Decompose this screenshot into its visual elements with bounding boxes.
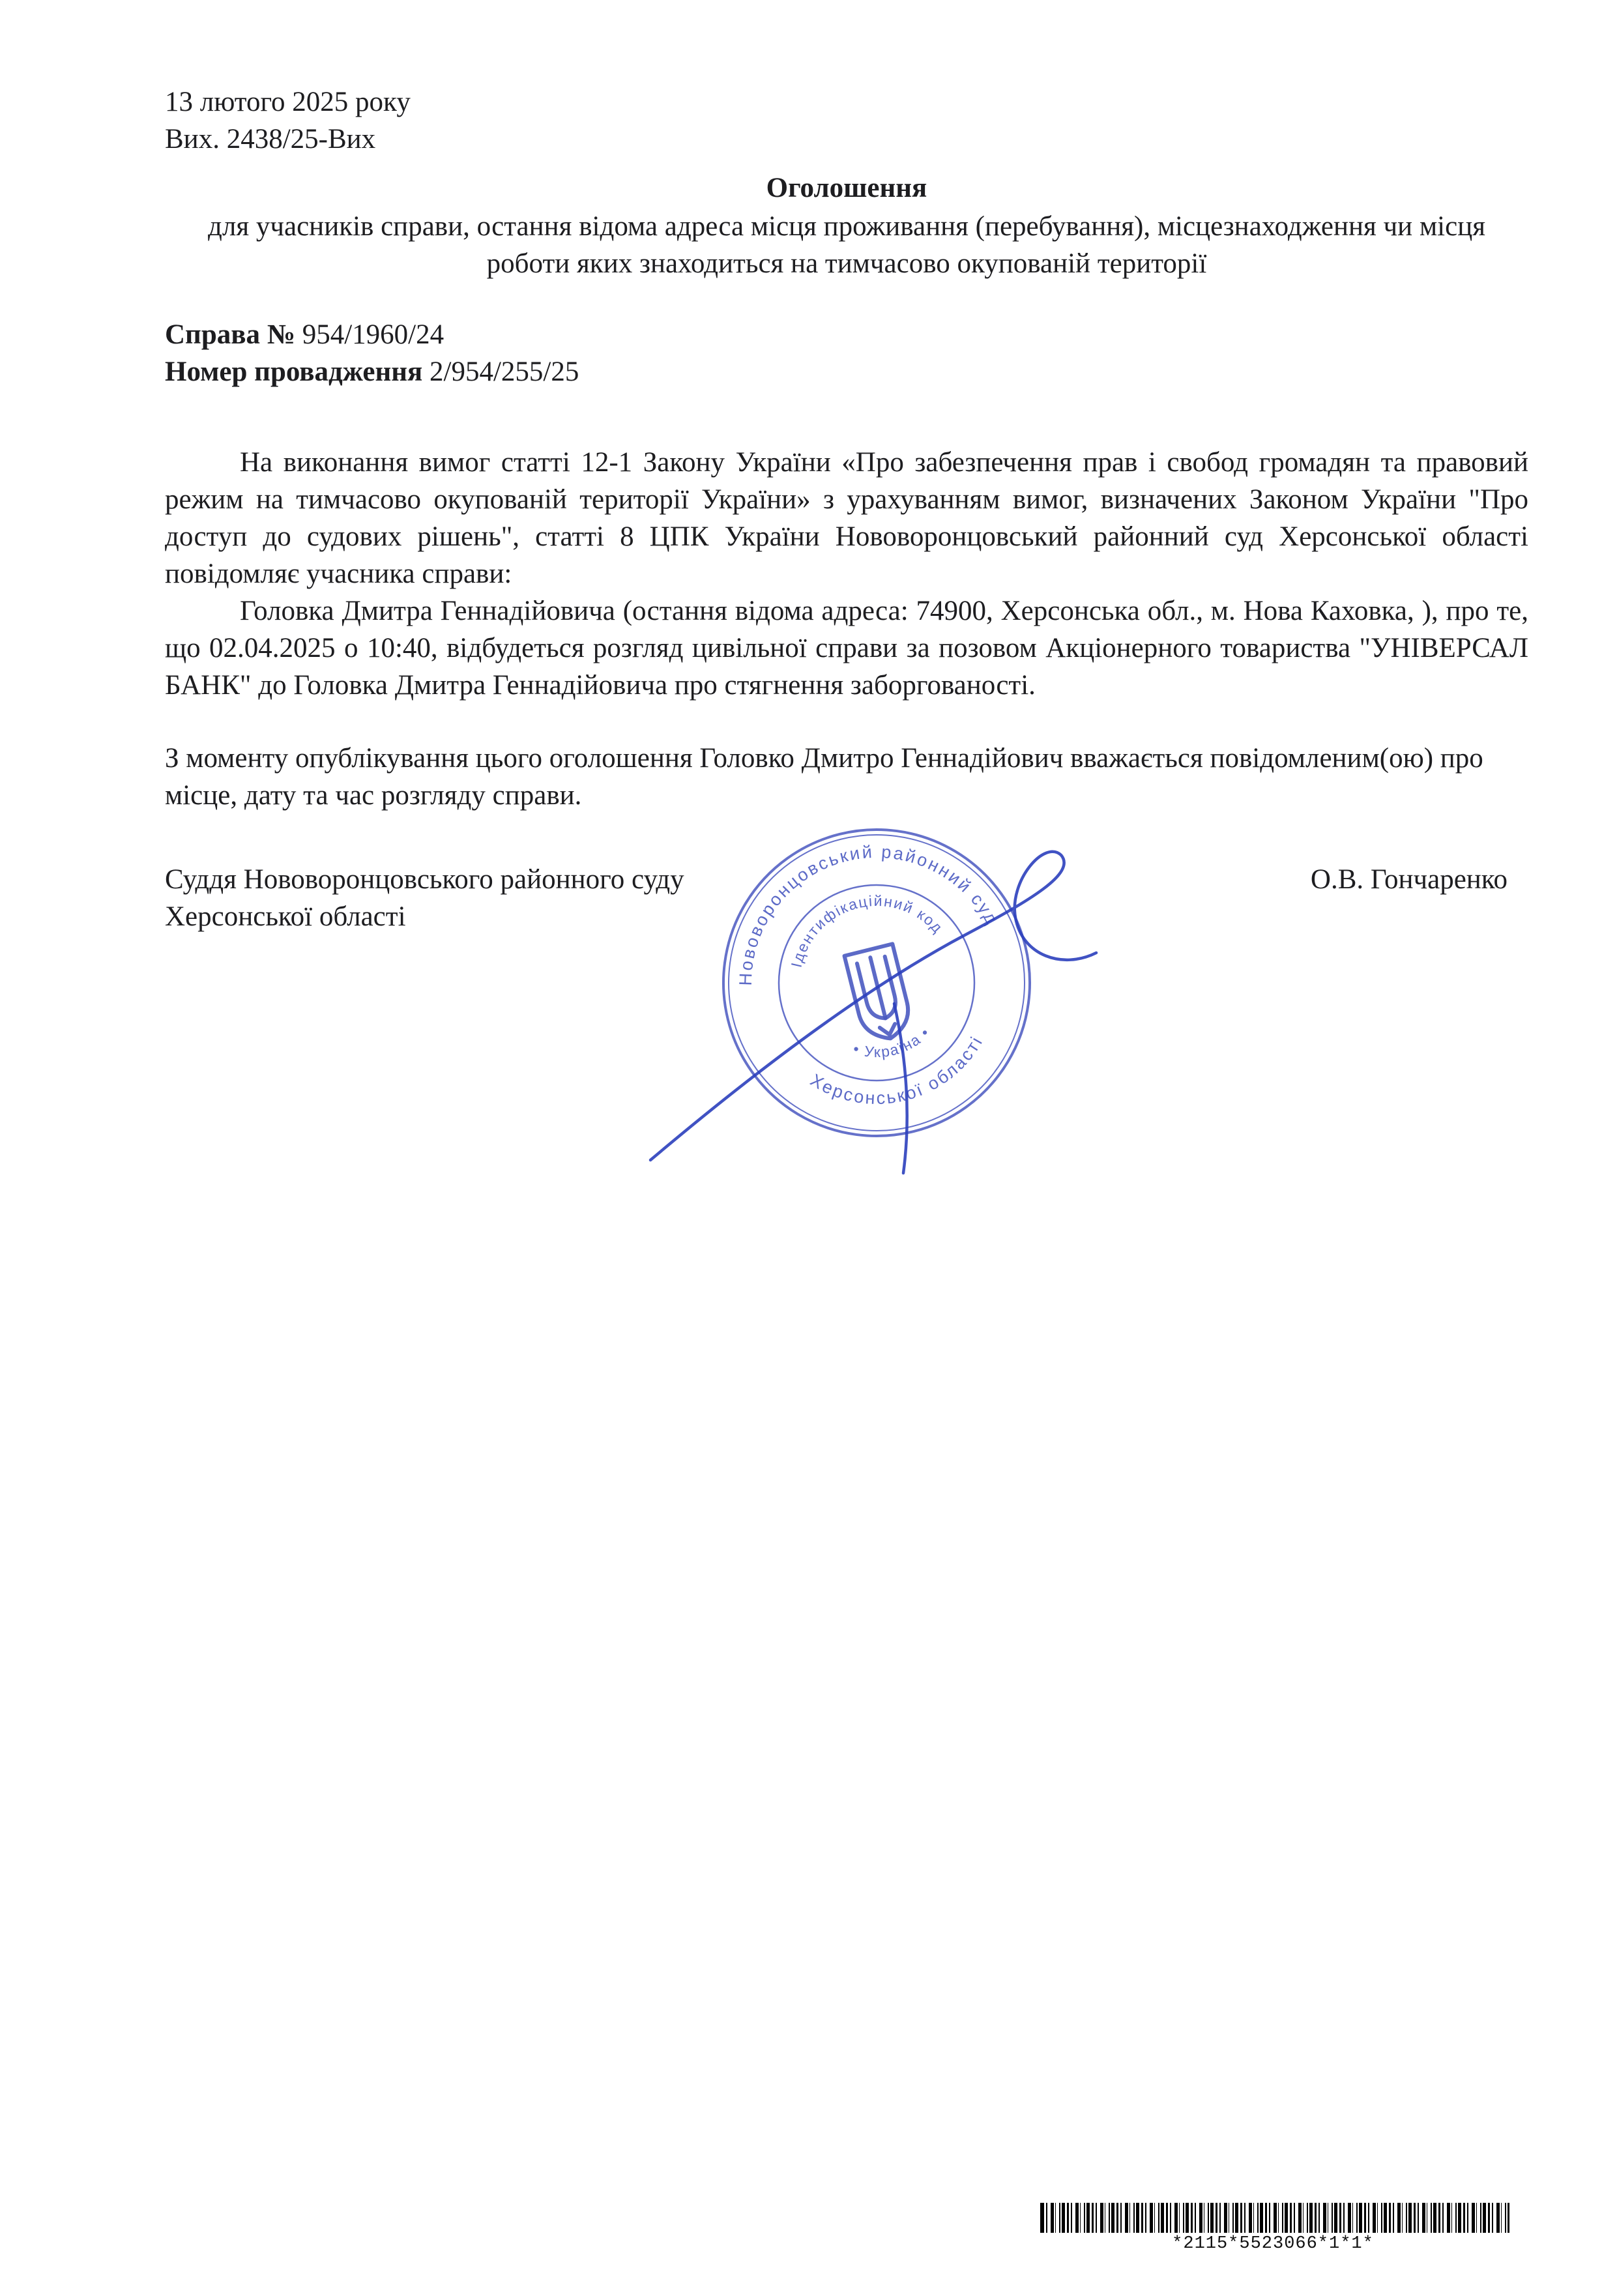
proceeding-label: Номер провадження [165, 356, 423, 387]
barcode [1040, 2203, 1509, 2233]
judge-title-line1: Суддя Нововоронцовського районного суду [165, 864, 684, 895]
barcode-text: *2115*5523066*1*1* [1172, 2234, 1374, 2254]
date-line: 13 лютого 2025 року [165, 87, 411, 117]
judge-title-line2: Херсонської області [165, 901, 406, 932]
body-paragraph-1: На виконання вимог статті 12-1 Закону України «Про забезпечення прав і свобод громадян та правовий режим на тимчасово окупованій території України» з урахуванням вимог, визначених Законом України "Про доступ до судових рішень", статті 8 ЦПК України Нововоронцовський районний суд Херсонської області повідомляє учасника справи: [165, 447, 1528, 589]
case-label: Справа № [165, 319, 295, 350]
case-block [165, 316, 1528, 390]
stamp-ring-text-top-path: Нововоронцовський районний суд [735, 841, 1002, 986]
case-number: 954/1960/24 [302, 319, 444, 350]
signature-block [165, 861, 1528, 935]
stamp-inner-text-bottom [848, 1021, 937, 1068]
proceeding-number: 2/954/255/25 [430, 356, 579, 387]
document-subtitle: для учасників справи, остання відома адреса місця проживання (перебування), місцезнаходження чи місця роботи яких знаходиться на тимчасово окупованій території [208, 211, 1485, 279]
document-title: Оголошення [766, 173, 927, 203]
body-paragraph-2: Головка Дмитра Геннадійовича (остання відома адреса: 74900, Херсонська обл., м. Нова Каховка, ), про те, що 02.04.2025 о 10:40, відбудеться розгляд цивільної справи за позовом Акціонерного товариства "УНІВЕРСАЛ БАНК" до Головка Дмитра Геннадійовича про стягнення заборгованості. [165, 596, 1528, 701]
proceeding-number-line [165, 353, 1528, 390]
stamp-inner-text-bottom-path: • Україна • [851, 1023, 934, 1061]
stamp-ring-text-bottom [804, 1028, 997, 1127]
judge-name: О.В. Гончаренко [1310, 864, 1508, 895]
stamp-ring-text-bottom-path: Херсонської області [807, 1032, 987, 1109]
judge-title [165, 861, 684, 935]
barcode-block [1040, 2203, 1506, 2255]
trident-icon [845, 944, 915, 1044]
document-content [165, 83, 1528, 935]
outgoing-ref-line: Вих. 2438/25-Вих [165, 124, 376, 154]
stamp-inner-text-top-path: Ідентифікаційний код [787, 892, 947, 969]
body-paragraph-3: З моменту опублікування цього оголошення Головко Дмитро Геннадійович вважається повідомленим(ою) про місце, дату та час розгляду справи. [165, 743, 1483, 811]
case-number-line [165, 316, 1528, 353]
